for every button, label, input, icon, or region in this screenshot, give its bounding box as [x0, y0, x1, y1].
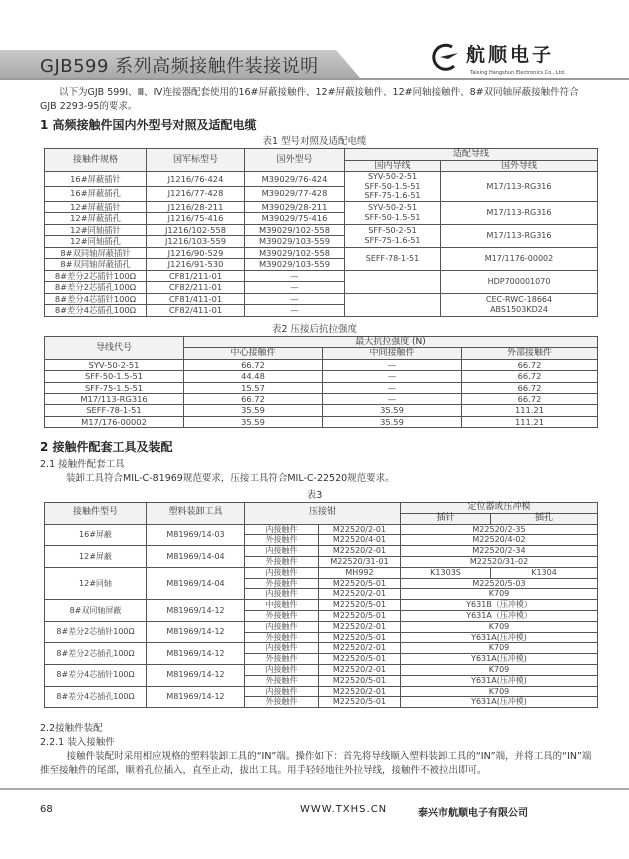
wire-cell: M17/113-RG316	[45, 394, 184, 405]
header-plier: 压接钳	[245, 503, 401, 525]
plier-cell: M22520/2-01	[319, 643, 401, 654]
tool-cell: M81969/14-04	[147, 546, 245, 568]
plier-cell: M22520/2-01	[319, 524, 401, 535]
die-cell: M22520/5-03	[401, 578, 598, 589]
header-pin: 插针	[401, 513, 491, 524]
model-cell: 16#屏蔽	[45, 524, 147, 546]
company-logo	[430, 42, 600, 82]
wire-cell: SEFF-78-1-51	[45, 405, 184, 416]
foreign-model-cell: —	[245, 282, 345, 294]
outer-cell: 66.72	[462, 359, 598, 370]
middle-cell: —	[323, 382, 462, 393]
die-cell: Y631B（压冲模）	[401, 600, 598, 611]
foreign-model-cell: M39029/76-424	[245, 172, 345, 187]
die-cell: K709	[401, 589, 598, 600]
table-row	[45, 416, 598, 427]
header-model: 接触件型号	[45, 503, 147, 525]
plier-cell: M22520/5-01	[319, 654, 401, 665]
contact-type-cell: 外接触件	[245, 697, 319, 708]
table-row	[45, 394, 598, 405]
gjb-model-cell: J1216/91-530	[147, 259, 245, 271]
domestic-cable-cell	[345, 293, 441, 316]
table-tools	[44, 502, 598, 708]
model-cell: 8#差分4芯插针100Ω	[45, 664, 147, 686]
section-2-2-heading: 2.2接触件装配	[40, 723, 103, 734]
die-cell: Y631A(压冲模)	[401, 675, 598, 686]
die-cell: M22520/31-02	[401, 556, 598, 567]
contact-type-cell: 内接触件	[245, 621, 319, 632]
gjb-model-cell: J1216/77-428	[147, 186, 245, 201]
table-row	[45, 172, 598, 187]
die-cell: Y631A（压冲模）	[401, 610, 598, 621]
foreign-model-cell: M39029/77-428	[245, 186, 345, 201]
outer-cell: 111.21	[462, 416, 598, 427]
plier-cell: M22520/5-01	[319, 600, 401, 611]
gjb-model-cell: J1216/75-416	[147, 213, 245, 225]
table-row	[45, 359, 598, 370]
table-row	[45, 371, 598, 382]
spec-cell: 8#双同轴屏蔽插孔	[45, 259, 147, 271]
center-cell: 15.57	[184, 382, 323, 393]
spec-cell: 8#差分4芯插针100Ω	[45, 293, 147, 305]
foreign-cable-cell: M17/113-RG316	[441, 172, 598, 202]
spec-cell: 12#屏蔽插孔	[45, 213, 147, 225]
contact-type-cell: 外接触件	[245, 675, 319, 686]
spec-cell: 8#差分4芯插孔100Ω	[45, 305, 147, 317]
section-2-heading: 2 接触件配套工具及装配	[40, 440, 173, 454]
table-model-comparison	[44, 148, 598, 317]
tool-cell: M81969/14-04	[147, 567, 245, 599]
footer-url: WWW.TXHS.CN	[300, 804, 388, 815]
tool-cell: M81969/14-03	[147, 524, 245, 546]
spec-cell: 12#同轴插孔	[45, 236, 147, 248]
plier-cell: M22520/5-01	[319, 632, 401, 643]
page-title: GJB599 系列高频接触件装接说明	[40, 56, 319, 77]
die-cell: M22520/4-02	[401, 535, 598, 546]
table-row	[45, 600, 598, 611]
spec-cell: 16#屏蔽插针	[45, 172, 147, 187]
table-row	[45, 270, 598, 282]
wire-cell: M17/176-00002	[45, 416, 184, 427]
header-foreign-cable: 国外导线	[441, 160, 598, 172]
model-cell: 8#双同轴屏蔽	[45, 600, 147, 622]
socket-die-cell: K1304	[491, 567, 598, 578]
section-2-1-heading: 2.1 接触件配套工具	[40, 459, 125, 470]
logo-swoosh-icon	[430, 42, 460, 72]
spec-cell: 12#同轴插针	[45, 224, 147, 236]
table-row	[45, 224, 598, 236]
die-cell: K709	[401, 621, 598, 632]
table-row	[45, 643, 598, 654]
spec-cell: 12#屏蔽插针	[45, 201, 147, 213]
foreign-cable-cell: M17/113-RG316	[441, 201, 598, 224]
outer-cell: 66.72	[462, 394, 598, 405]
spec-cell: 8#差分2芯插孔100Ω	[45, 282, 147, 294]
contact-type-cell: 外接触件	[245, 632, 319, 643]
plier-cell: M22520/31-01	[319, 556, 401, 567]
header-max: 最大抗拉强度 (N)	[184, 337, 598, 348]
plier-cell: M22520/2-01	[319, 589, 401, 600]
header-domestic: 国内导线	[345, 160, 441, 172]
table-row	[45, 664, 598, 675]
outer-cell: 66.72	[462, 371, 598, 382]
table-row	[45, 201, 598, 213]
header-tool: 塑料装卸工具	[147, 503, 245, 525]
footer-company: 泰兴市航顺电子有限公司	[418, 808, 528, 819]
section-2-1-text: 装卸工具符合MIL-C-81969规范要求，压接工具符合MIL-C-22520规范要求。	[66, 473, 395, 484]
foreign-model-cell: M39029/102-558	[245, 247, 345, 259]
contact-type-cell: 外接触件	[245, 556, 319, 567]
center-cell: 66.72	[184, 394, 323, 405]
tool-cell: M81969/14-12	[147, 686, 245, 708]
table-row	[45, 567, 598, 578]
table-row	[45, 546, 598, 557]
header-wire: 导线代号	[45, 337, 184, 360]
wire-cell: SYV-50-2-51	[45, 359, 184, 370]
header-socket: 插孔	[491, 513, 598, 524]
plier-cell: M22520/5-01	[319, 578, 401, 589]
domestic-cable-cell: SYV-50-2-51 SFF-50-1.5-51	[345, 201, 441, 224]
plier-cell: M22520/2-01	[319, 664, 401, 675]
header-center: 中心接触件	[184, 348, 323, 359]
plier-cell: M22520/2-01	[319, 621, 401, 632]
spec-cell: 16#屏蔽插孔	[45, 186, 147, 201]
table1-caption: 表1 型号对照及适配电缆	[262, 136, 367, 147]
foreign-cable-cell: HDP700001070	[441, 270, 598, 293]
foreign-model-cell: —	[245, 293, 345, 305]
plier-cell: M22520/5-01	[319, 675, 401, 686]
header-die: 定位器或压冲模	[401, 503, 598, 514]
gjb-model-cell: CF81/411-01	[147, 293, 245, 305]
plier-cell: MH992	[319, 567, 401, 578]
center-cell: 66.72	[184, 359, 323, 370]
outer-cell: 111.21	[462, 405, 598, 416]
gjb-model-cell: J1216/103-559	[147, 236, 245, 248]
table2-caption: 表2 压接后抗拉强度	[271, 324, 358, 335]
foreign-cable-cell: M17/113-RG316	[441, 224, 598, 247]
table-row	[45, 405, 598, 416]
die-cell: Y631A(压冲模)	[401, 632, 598, 643]
page-number: 68	[40, 804, 53, 815]
pin-die-cell: K1303S	[401, 567, 491, 578]
domestic-cable-cell	[345, 270, 441, 293]
gjb-model-cell: CF81/211-01	[147, 270, 245, 282]
domestic-cable-cell: SYV-50-2-51 SFF-50-1.5-51 SFF-75-1.6-51	[345, 172, 441, 202]
spec-cell: 8#双同轴屏蔽插针	[45, 247, 147, 259]
middle-cell: —	[323, 371, 462, 382]
footer-rule	[0, 788, 629, 790]
foreign-model-cell: M39029/103-559	[245, 236, 345, 248]
logo-text: 航顺电子	[466, 44, 555, 66]
table-row	[45, 382, 598, 393]
tool-cell: M81969/14-12	[147, 600, 245, 622]
model-cell: 8#差分2芯插针100Ω	[45, 621, 147, 643]
contact-type-cell: 外接触件	[245, 610, 319, 621]
contact-type-cell: 内接触件	[245, 686, 319, 697]
domestic-cable-cell: SFF-50-2-51 SFF-75-1.6-51	[345, 224, 441, 247]
intro-paragraph: 以下为GJB 599Ⅰ、Ⅲ、Ⅳ连接器配套使用的16#屏蔽接触件、12#屏蔽接触件、12#同轴接触件、8#双同轴屏蔽接触件符合GJB 2293-95的要求。	[40, 87, 579, 112]
tool-cell: M81969/14-12	[147, 643, 245, 665]
table-row	[45, 686, 598, 697]
gjb-model-cell: J1216/28-211	[147, 201, 245, 213]
tool-cell: M81969/14-12	[147, 621, 245, 643]
contact-type-cell: 中接触件	[245, 600, 319, 611]
contact-type-cell: 内接触件	[245, 664, 319, 675]
table3-caption: 表3	[306, 490, 323, 501]
die-cell: Y631A(压冲模)	[401, 654, 598, 665]
section-2-2-1-text: 接触件装配时采用相应规格的塑料装卸工具的“IN”端。操作如下：首先将导线顺入塑料装卸工具的“IN”端，并将工具的“IN”端推至接触件的尾部，顺着孔位插入，直至止动，拔出工具。用手轻轻地往外拉导线，接触件不被拉出即可。	[40, 751, 592, 776]
tool-cell: M81969/14-12	[147, 664, 245, 686]
header-middle: 中间接触件	[323, 348, 462, 359]
contact-type-cell: 内接触件	[245, 643, 319, 654]
gjb-model-cell: J1216/76-424	[147, 172, 245, 187]
foreign-model-cell: —	[245, 305, 345, 317]
table-tensile-strength	[44, 336, 598, 428]
header-gjb: 国军标型号	[147, 149, 245, 172]
plier-cell: M22520/2-01	[319, 686, 401, 697]
gjb-model-cell: CF82/411-01	[147, 305, 245, 317]
table-row	[45, 293, 598, 305]
center-cell: 35.59	[184, 416, 323, 427]
header-outer: 外部接触件	[462, 348, 598, 359]
wire-cell: SFF-50-1.5-51	[45, 371, 184, 382]
middle-cell: 35.59	[323, 405, 462, 416]
logo-subtext: Taixing Hangshun Electronics Co., Ltd.	[470, 70, 566, 76]
table-row	[45, 247, 598, 259]
die-cell: K709	[401, 686, 598, 697]
section-2-2-1-heading: 2.2.1 装入接触件	[40, 737, 115, 748]
contact-type-cell: 内接触件	[245, 589, 319, 600]
die-cell: M22520/2-35	[401, 524, 598, 535]
header-spec: 接触件规格	[45, 149, 147, 172]
die-cell: M22520/2-34	[401, 546, 598, 557]
contact-type-cell: 外接触件	[245, 654, 319, 665]
center-cell: 44.48	[184, 371, 323, 382]
model-cell: 8#差分4芯插孔100Ω	[45, 686, 147, 708]
plier-cell: M22520/5-01	[319, 697, 401, 708]
table-row	[45, 621, 598, 632]
plier-cell: M22520/4-01	[319, 535, 401, 546]
gjb-model-cell: J1216/102-558	[147, 224, 245, 236]
center-cell: 35.59	[184, 405, 323, 416]
contact-type-cell: 内接触件	[245, 524, 319, 535]
die-cell: Y631A(压冲模)	[401, 697, 598, 708]
table-row	[45, 524, 598, 535]
wire-cell: SFF-75-1.5-51	[45, 382, 184, 393]
foreign-model-cell: M39029/75-416	[245, 213, 345, 225]
contact-type-cell: 外接触件	[245, 578, 319, 589]
die-cell: K709	[401, 664, 598, 675]
model-cell: 8#差分2芯插孔100Ω	[45, 643, 147, 665]
model-cell: 12#屏蔽	[45, 546, 147, 568]
section-1-heading: 1 高频接触件国内外型号对照及适配电缆	[40, 118, 257, 132]
foreign-cable-cell: CEC-RWC-18664 ABS1503KD24	[441, 293, 598, 316]
middle-cell: —	[323, 394, 462, 405]
foreign-cable-cell: M17/1176-00002	[441, 247, 598, 270]
foreign-model-cell: M39029/103-559	[245, 259, 345, 271]
spec-cell: 8#差分2芯插针100Ω	[45, 270, 147, 282]
foreign-model-cell: M39029/102-558	[245, 224, 345, 236]
domestic-cable-cell: SEFF-78-1-51	[345, 247, 441, 270]
foreign-model-cell: M39029/28-211	[245, 201, 345, 213]
model-cell: 12#同轴	[45, 567, 147, 599]
plier-cell: M22520/5-01	[319, 610, 401, 621]
outer-cell: 66.72	[462, 382, 598, 393]
die-cell: K709	[401, 643, 598, 654]
header-cable: 适配导线	[345, 149, 598, 161]
foreign-model-cell: —	[245, 270, 345, 282]
gjb-model-cell: J1216/90-529	[147, 247, 245, 259]
middle-cell: 35.59	[323, 416, 462, 427]
contact-type-cell: 内接触件	[245, 546, 319, 557]
gjb-model-cell: CF82/211-01	[147, 282, 245, 294]
plier-cell: M22520/2-01	[319, 546, 401, 557]
contact-type-cell: 内接触件	[245, 567, 319, 578]
middle-cell: —	[323, 359, 462, 370]
header-foreign: 国外型号	[245, 149, 345, 172]
contact-type-cell: 外接触件	[245, 535, 319, 546]
